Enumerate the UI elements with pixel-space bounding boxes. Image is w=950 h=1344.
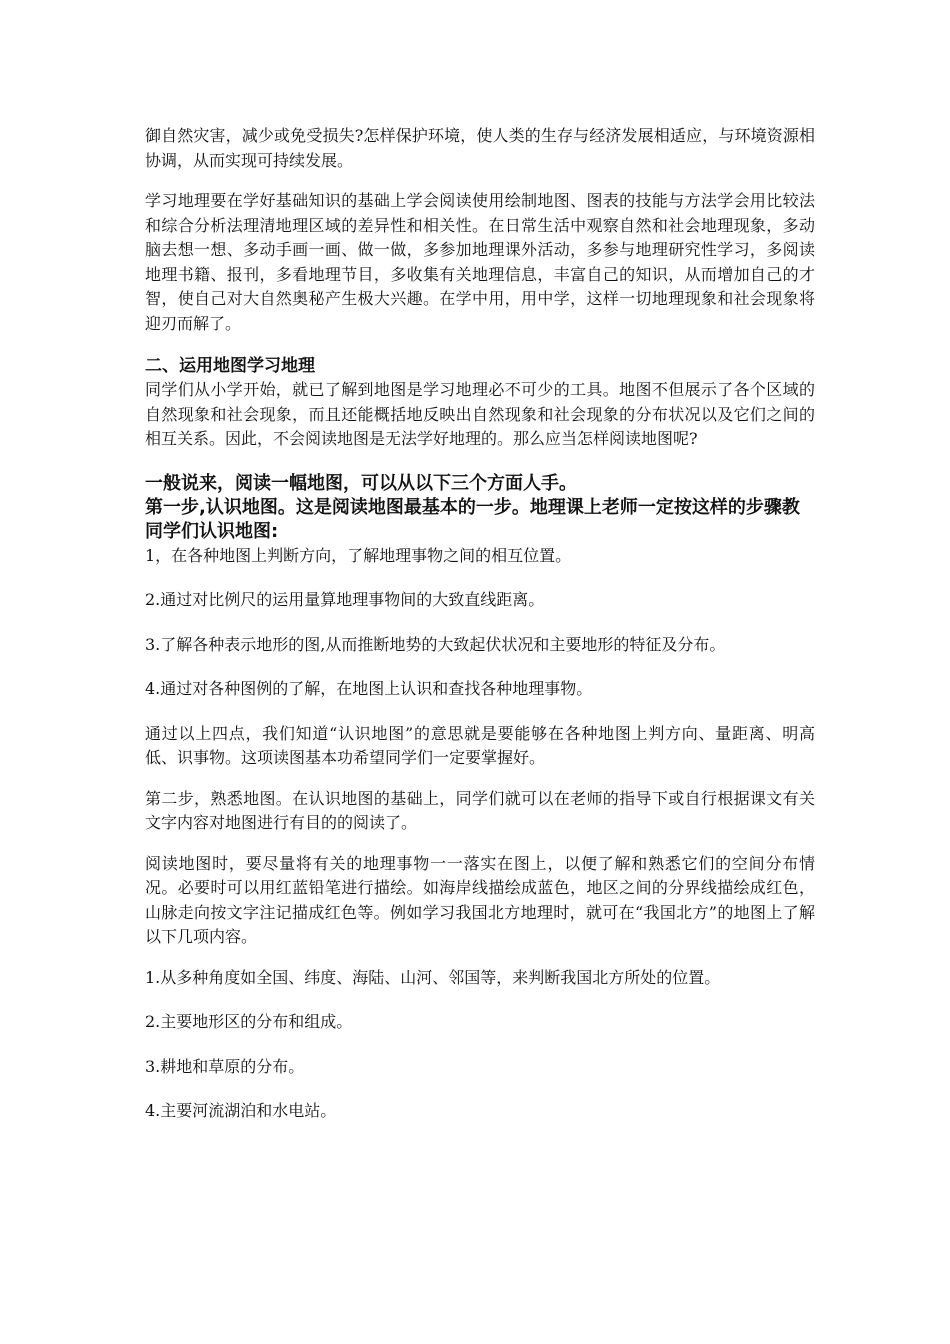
paragraph-step-two: 第二步，熟悉地图。在认识地图的基础上，同学们就可以在老师的指导下或自行根据课文有关文字内容对地图进行有目的的阅读了。 — [145, 788, 815, 832]
list-item: 1.从多种角度如全国、纬度、海陆、山河、邻国等，来判断我国北方所处的位置。 — [145, 967, 721, 987]
paragraph-maps: 同学们从小学开始，就已了解到地图是学习地理必不可少的工具。地图不但展示了各个区域的自然现象和社会现象，而且还能概括地反映出自然现象和社会现象的分布状况以及它们之间的相互关系。因此，不会阅读地图是无法学好地理的。那么应当怎样阅读地图呢? — [145, 380, 815, 448]
paragraph-intro: 御自然灾害，减少或免受损失?怎样保护环境，使人类的生存与经济发展相适应，与环境资源相协调，从而实现可持续发展。 — [145, 126, 815, 170]
section-heading: 二、运用地图学习地理 — [145, 356, 315, 376]
bold-general-intro: 一般说来，阅读一幅地图，可以从以下三个方面人手。 — [145, 472, 577, 494]
list-item: 3.了解各种表示地形的图,从而推断地势的大致起伏状况和主要地形的特征及分布。 — [145, 634, 726, 654]
paragraph-study-methods: 学习地理要在学好基础知识的基础上学会阅读使用绘制地图、图表的技能与方法学会用比较法和综合分析法理清地理区域的差异性和相关性。在日常生活中观察自然和社会地理现象，多动脑去想一想、多动手画一画、做一做，多参加地理课外活动，多参与地理研究性学习，多阅读地理书籍、报刊，多看地理节目，多收集有关地理信息，丰富自己的知识，从而增加自己的才智，使自己对大自然奥秘产生极大兴趣。在学中用，用中学，这样一切地理现象和社会现象将迎刃而解了。 — [145, 191, 815, 333]
paragraph-summary: 通过以上四点，我们知道“认识地图”的意思就是要能够在各种地图上判方向、量距离、明高低、识事物。这项读图基本功希望同学们一定要掌握好。 — [145, 723, 815, 767]
list-item: 4.通过对各种图例的了解，在地图上认识和查找各种地理事物。 — [145, 679, 593, 698]
bold-step-one: 第一步,认识地图。这是阅读地图最基本的一步。地理课上老师一定按这样的步骤教同学们认识地图: — [145, 496, 800, 542]
list-item: 1，在各种地图上判断方向，了解地理事物之间的相互位置。 — [145, 545, 572, 565]
list-item: 3.耕地和草原的分布。 — [145, 1056, 305, 1076]
paragraph-reading: 阅读地图时，要尽量将有关的地理事物一一落实在图上，以便了解和熟悉它们的空间分布情况。必要时可以用红蓝铅笔进行描绘。如海岸线描绘成蓝色，地区之间的分界线描绘成红色，山脉走向按文字注记描成红色等。例如学习我国北方地理时，就可在“我国北方”的地图上了解以下几项内容。 — [145, 853, 815, 946]
list-item: 4.主要河流湖泊和水电站。 — [145, 1101, 337, 1120]
list-item: 2.通过对比例尺的运用量算地理事物间的大致直线距离。 — [145, 590, 545, 609]
list-item: 2.主要地形区的分布和组成。 — [145, 1012, 353, 1031]
document-page — [145, 124, 815, 1144]
